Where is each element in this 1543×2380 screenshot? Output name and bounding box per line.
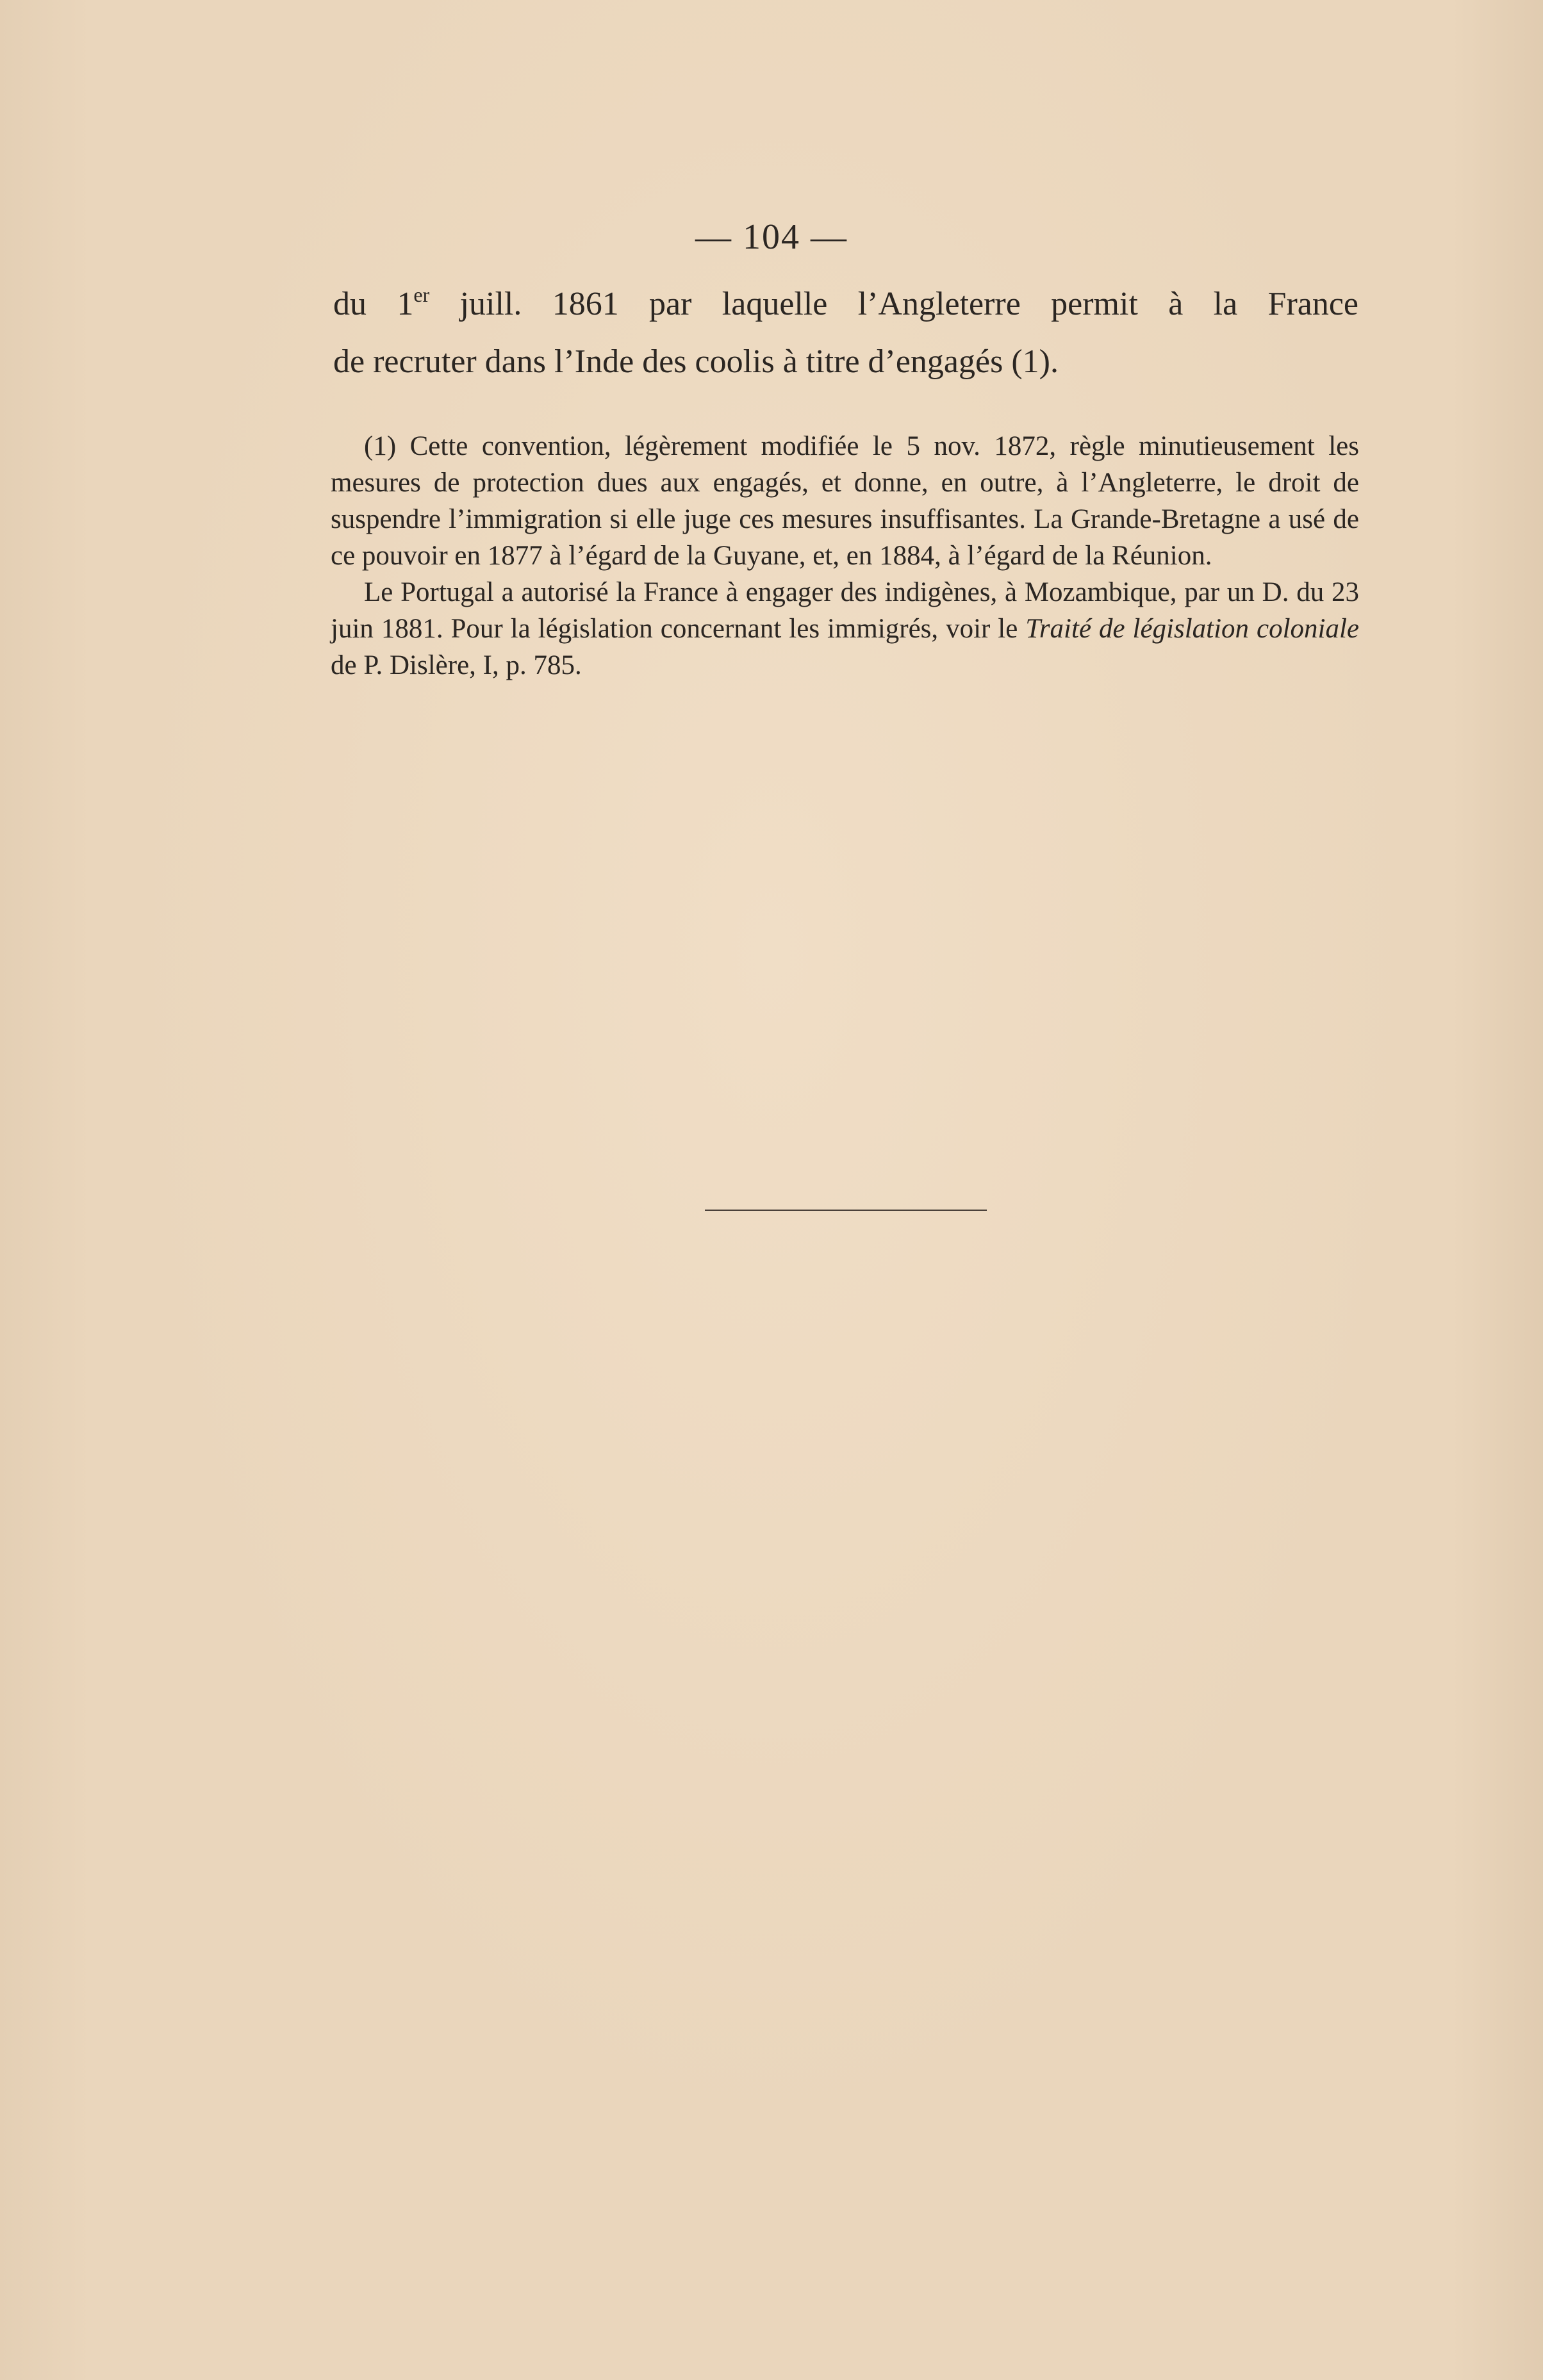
footnote-1: (1) Cette convention, légèrement modifiée le 5 nov. 1872, règle minutieusement les mesures de protection dues aux engagés, et donne, en outre, à l’Angleterre, le droit de suspendre l’immigration si elle juge ces mesures insuffisantes. La Grande-Bretagne a usé de ce pouvoir en 1877 à l’égard de la Guyane, et, en 1884, à l’égard de la Réunion. [331, 431, 1359, 571]
footnote-2-end: de P. Dislère, I, p. 785. [331, 650, 582, 680]
end-rule [705, 1210, 987, 1211]
footnotes [331, 428, 1359, 684]
page-number: — 104 — [695, 217, 848, 257]
main-text-line-2: de recruter dans l’Inde des coolis à titre d’engagés (1). [333, 343, 1059, 380]
footnote-1-continuation [331, 574, 1359, 684]
footnote-2-start: Le Portugal a autorisé la France à engager des indigènes, à Mozambique, par un D. du 23 juin 1881. Pour la législation concernant les immigrés, voir le [331, 577, 1359, 644]
book-title: Traité de législation coloniale [1025, 614, 1359, 644]
main-text-line-1 [333, 275, 1358, 333]
ordinal-superscript: er [413, 283, 430, 306]
main-text-line-1-end: juill. 1861 par laquelle l’Angleterre permit à la France [429, 286, 1359, 322]
main-text-line-1-start: du 1 [333, 286, 414, 322]
main-text [333, 275, 1358, 391]
